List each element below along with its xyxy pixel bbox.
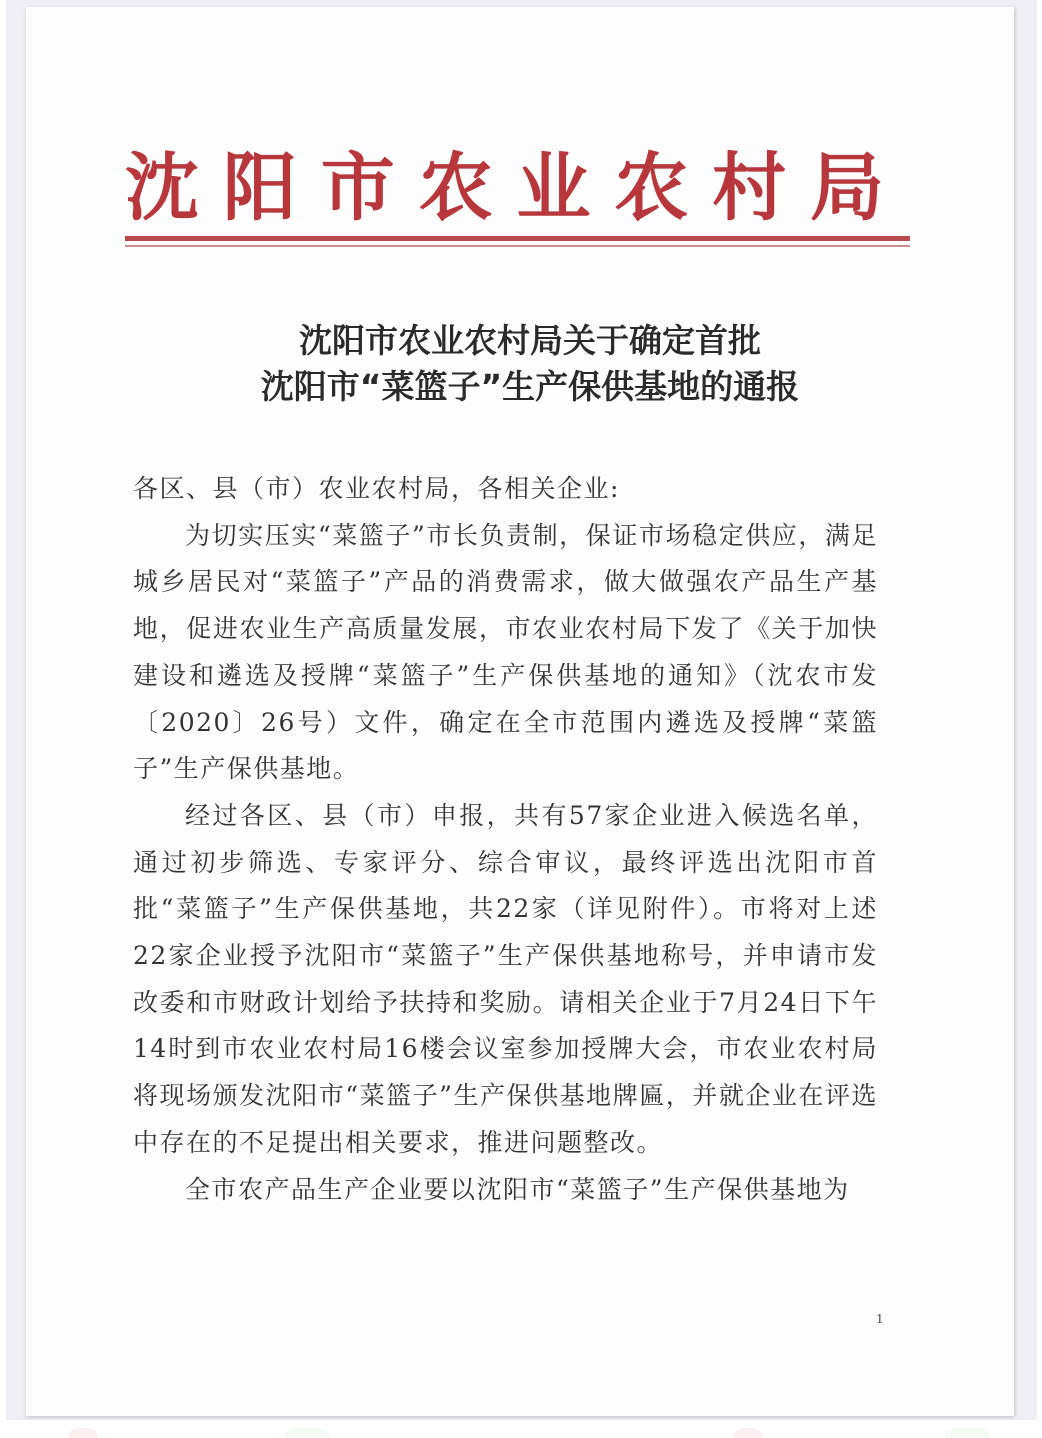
toolbar-icon-hint <box>285 1428 330 1438</box>
document-title <box>130 318 930 410</box>
document-body <box>133 466 878 1213</box>
masthead-rule-thin <box>125 245 910 247</box>
toolbar-icon-hint <box>945 1428 990 1438</box>
toolbar-icon-hint <box>733 1428 763 1438</box>
bottom-toolbar-hint <box>0 1420 1042 1438</box>
title-line-2: 沈阳市“菜篮子”生产保供基地的通报 <box>260 367 800 406</box>
salutation: 各区、县（市）农业农村局，各相关企业: <box>133 474 620 503</box>
paragraph-2: 经过各区、县（市）申报，共有57家企业进入候选名单，通过初步筛选、专家评分、综合审议，最终评选出沈阳市首批“菜篮子”生产保供基地，共22家（详见附件）。市将对上述22家企业授予沈阳市“菜篮子”生产保供基地称号，并申请市发改委和市财政计划给予扶持和奖励。请相关企业于7月24日下午14时到市农业农村局16楼会议室参加授牌大会，市农业农村局将现场颁发沈阳市“菜篮子”生产保供基地牌匾，并就企业在评选中存在的不足提出相关要求，推进问题整改。 <box>133 800 878 1157</box>
title-line-1: 沈阳市农业农村局关于确定首批 <box>299 321 761 360</box>
paragraph-1: 为切实压实“菜篮子”市长负责制，保证市场稳定供应，满足城乡居民对“菜篮子”产品的消费需求，做大做强农产品生产基地，促进农业生产高质量发展，市农业农村局下发了《关于加快建设和遴选及授牌“菜篮子”生产保供基地的通知》（沈农市发〔2020〕26号）文件，确定在全市范围内遴选及授牌“菜篮子”生产保供基地。 <box>133 520 878 784</box>
paragraph-3: 全市农产品生产企业要以沈阳市“菜篮子”生产保供基地为 <box>185 1174 850 1204</box>
toolbar-icon-hint <box>68 1428 98 1438</box>
page-number: 1 <box>876 1312 884 1326</box>
masthead-rule-thick <box>125 236 910 241</box>
masthead: 沈阳市农业农村局 <box>125 145 890 231</box>
